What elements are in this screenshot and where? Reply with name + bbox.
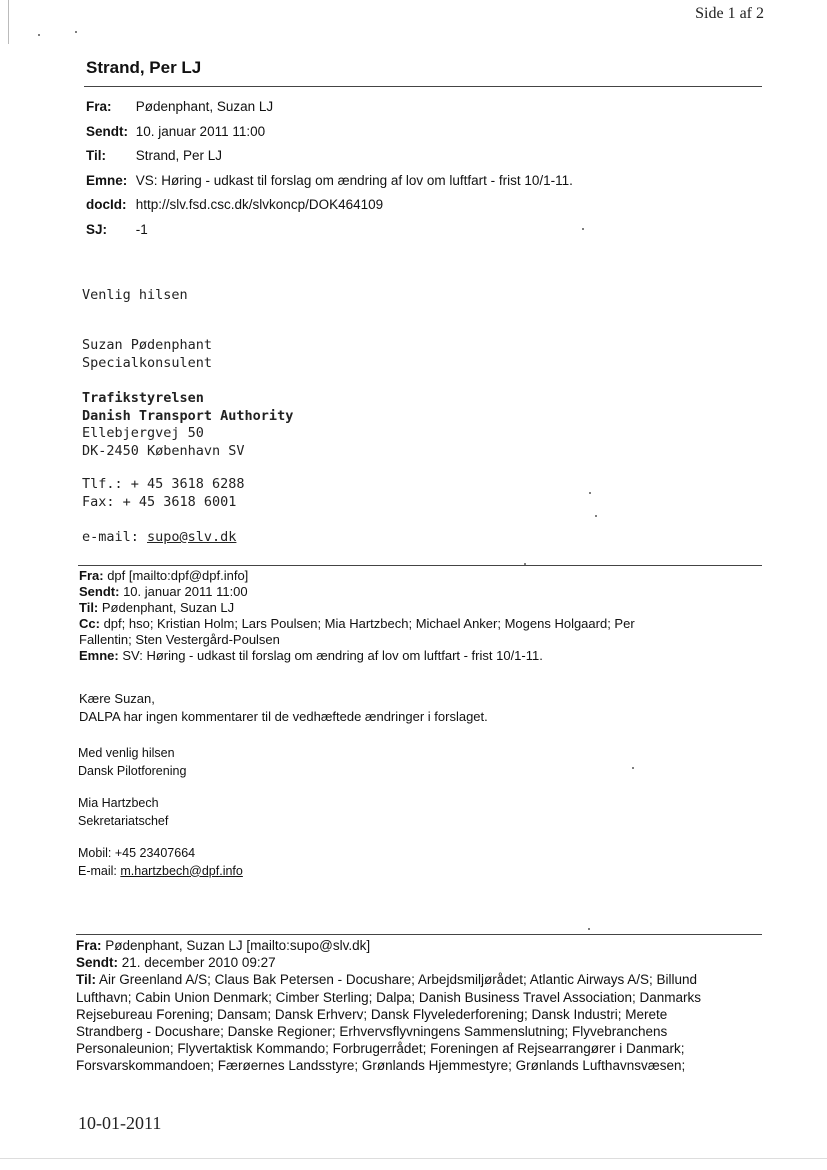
mail2-subject-label: Emne: [79, 648, 119, 663]
scan-speck [588, 928, 590, 930]
mail2-to-row [79, 600, 689, 616]
mail2-contact [78, 845, 243, 880]
mail2-sent-label: Sendt: [79, 584, 120, 599]
mail2-from-row [79, 568, 689, 584]
mail3-to-line: Air Greenland A/S; Claus Bak Petersen - Docushare; Arbejdsmiljørådet; Atlantic Airways A/S; Billund [99, 972, 698, 988]
mail2-salutation: Kære Suzan, [79, 691, 155, 706]
org-city: DK-2450 København SV [82, 442, 245, 459]
sj-row [86, 218, 573, 243]
email-label: e-mail: [82, 529, 148, 545]
scan-speck [75, 31, 77, 33]
from-label: Fra: [86, 99, 112, 114]
mail3-to-line: Strandberg - Docushare; Danske Regioner; Erhvervsflyvningens Sammenslutning; Flyvebranchens [76, 1024, 668, 1040]
mail2-from-value: dpf [mailto:dpf@dpf.info] [107, 568, 249, 583]
mail2-sent-value: 10. januar 2011 11:00 [123, 584, 248, 599]
organization-block [82, 390, 293, 460]
mail2-signature [78, 745, 186, 780]
page-number: Side 1 af 2 [695, 5, 764, 22]
scan-speck [632, 767, 634, 769]
date-stamp: 10-01-2011 [78, 1113, 162, 1133]
email-link[interactable]: supo@slv.dk [147, 529, 237, 545]
scan-speck [582, 228, 584, 230]
docid-row [86, 193, 573, 218]
mail2-subject-row [79, 648, 689, 664]
mail3-to-line: Rejsebureau Forening; Dansam; Dansk Erhverv; Dansk Flyvelederforening; Dansk Industri; Merete [76, 1006, 668, 1022]
subject-value: VS: Høring - udkast til forslag om ændring af lov om luftfart - frist 10/1-11. [135, 172, 573, 188]
org-name-english: Danish Transport Authority [82, 407, 294, 424]
mail2-body-text: DALPA har ingen kommentarer til de vedhæftede ændringer i forslaget. [79, 709, 488, 724]
scan-edge [0, 1158, 827, 1159]
sj-label: SJ: [86, 221, 108, 237]
mail2-sender [78, 795, 168, 830]
mail3-divider [76, 934, 762, 935]
mail2-sent-row [79, 584, 689, 600]
mail3-to-line [76, 971, 726, 988]
mail3-header [76, 937, 726, 1075]
mail2-to-value: Pødenphant, Suzan LJ [101, 600, 235, 615]
signature-block [82, 337, 212, 372]
scan-speck [589, 492, 591, 494]
mail2-divider [78, 565, 762, 566]
fax: Fax: + 45 3618 6001 [82, 493, 237, 510]
mail3-to-line: Forsvarskommandoen; Færøernes Landsstyre; Grønlands Hjemmestyre; Grønlands Lufthavnsvæsen; [76, 1058, 686, 1074]
mail2-body [79, 690, 488, 726]
mail2-cc-value: dpf; hso; Kristian Holm; Lars Poulsen; Mia Hartzbech; Michael Anker; Mogens Holgaard; Per Fallentin; Sten Vestergård-Poulsen [79, 616, 635, 647]
to-row [86, 144, 573, 169]
mail2-closing: Med venlig hilsen [78, 746, 175, 760]
mail3-from-label: Fra: [76, 938, 102, 953]
mail3-to-line: Personaleunion; Flyvertaktisk Kommando; Forbrugerrådet; Foreningen af Rejsearrangører i Danmark; [76, 1041, 685, 1057]
mail2-cc-row [79, 616, 689, 648]
from-row [86, 95, 573, 120]
header-divider [84, 86, 762, 87]
mail3-sent-value: 21. december 2010 09:27 [121, 955, 276, 971]
sent-label: Sendt: [86, 123, 128, 139]
org-name-danish: Trafikstyrelsen [82, 390, 204, 406]
sj-value: -1 [135, 221, 148, 237]
greeting: Venlig hilsen [82, 287, 188, 303]
signature-name: Suzan Pødenphant [82, 337, 213, 353]
mail3-sent-row [76, 954, 726, 971]
scan-edge [8, 0, 9, 44]
scan-speck [595, 515, 597, 517]
mail3-to-line: Lufthavn; Cabin Union Denmark; Cimber Sterling; Dalpa; Danish Business Travel Association; Danmarks [76, 989, 702, 1005]
mail2-email-line [78, 863, 243, 881]
subject-label: Emne: [86, 172, 128, 188]
org-street: Ellebjergvej 50 [82, 425, 204, 441]
mail2-name: Mia Hartzbech [78, 796, 159, 810]
subject-row [86, 169, 573, 194]
email-line [82, 529, 236, 547]
mail3-from-row [76, 937, 726, 954]
to-label: Til: [86, 148, 106, 163]
mail2-mobile: Mobil: +45 23407664 [78, 846, 196, 860]
mail2-org: Dansk Pilotforening [78, 763, 187, 778]
contact-block [82, 476, 245, 511]
scan-speck [38, 34, 40, 36]
mail2-from-label: Fra: [79, 568, 104, 583]
mail3-from-value: Pødenphant, Suzan LJ [mailto:supo@slv.dk] [105, 938, 371, 953]
mail2-header [79, 568, 689, 664]
mail3-to-label: Til: [76, 972, 96, 988]
scan-speck [524, 563, 526, 565]
mailbox-owner-name: Strand, Per LJ [86, 58, 202, 77]
forward-header [86, 95, 573, 242]
mail2-subject-value: SV: Høring - udkast til forslag om ændring af lov om luftfart - frist 10/1-11. [122, 648, 543, 663]
sent-row [86, 120, 573, 145]
mail2-to-label: Til: [79, 600, 99, 615]
signature-title: Specialkonsulent [82, 354, 213, 371]
docid-label: docId: [86, 197, 127, 212]
mail2-email-label: E-mail: [78, 863, 121, 878]
from-value: Pødenphant, Suzan LJ [135, 99, 274, 114]
mail2-cc-label: Cc: [79, 616, 100, 631]
sent-value: 10. januar 2011 11:00 [135, 123, 266, 139]
mail2-title: Sekretariatschef [78, 813, 169, 828]
to-value: Strand, Per LJ [135, 148, 223, 163]
mail3-sent-label: Sendt: [76, 955, 118, 971]
phone: Tlf.: + 45 3618 6288 [82, 476, 245, 492]
docid-value[interactable]: http://slv.fsd.csc.dk/slvkoncp/DOK464109 [135, 197, 384, 212]
mail2-email-link[interactable]: m.hartzbech@dpf.info [120, 863, 243, 878]
